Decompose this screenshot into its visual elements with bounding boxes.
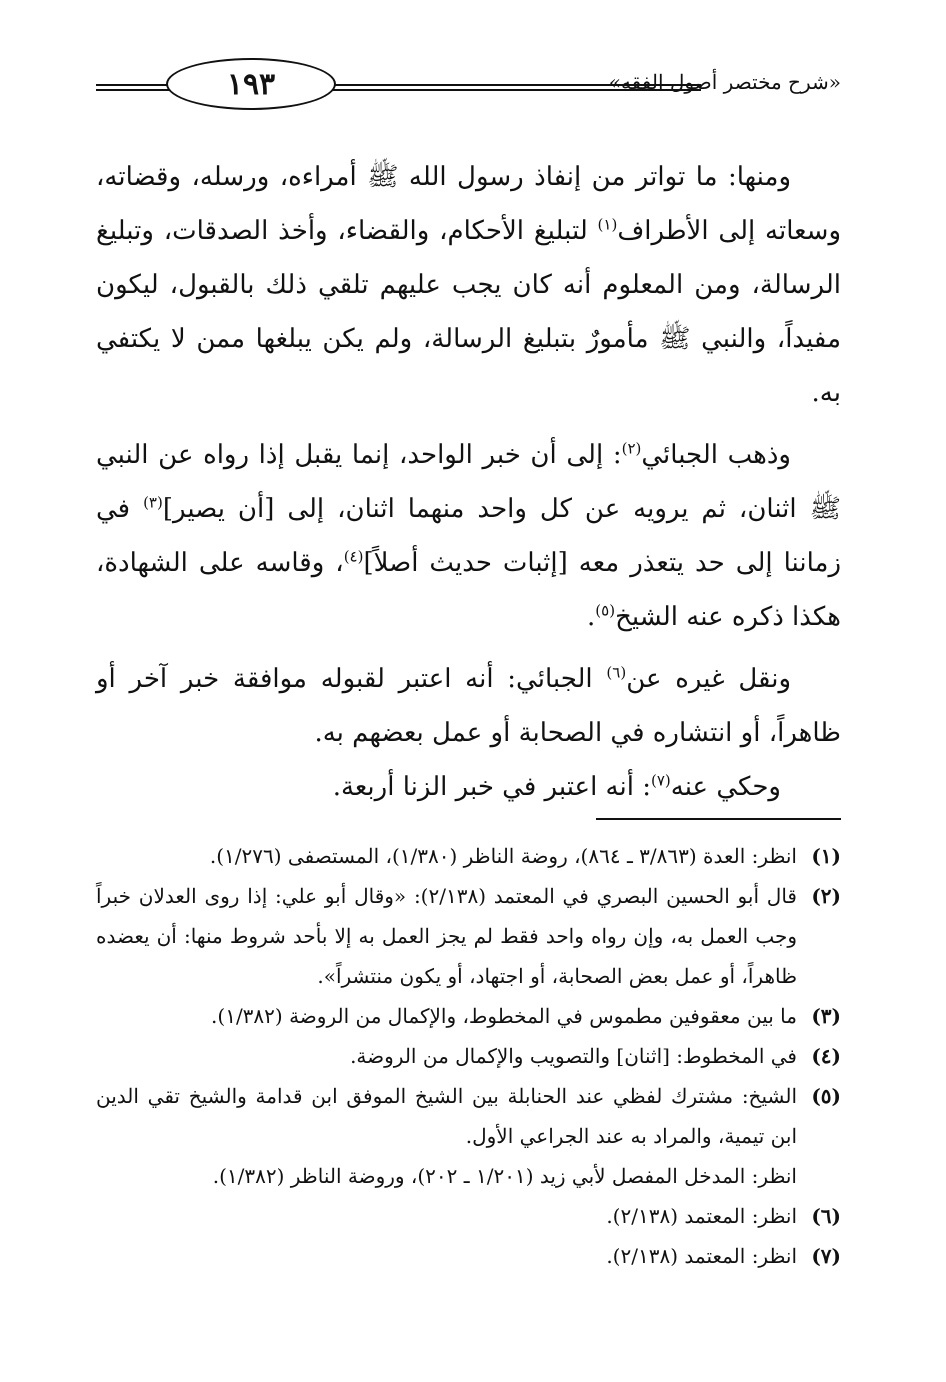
footnote-ref[interactable]: (٥) [595,601,616,620]
page-header [96,58,841,116]
footnote-5 [96,1076,841,1156]
paragraph-3 [96,652,841,760]
footnote-text: ما بين معقوفين مطموس في المخطوط، والإكمال من الروضة (١/٣٨٢). [211,1004,797,1028]
header-rule-left [96,84,176,94]
footnote-text: انظر: العدة (٣/٨٦٣ ـ ٨٦٤)، روضة الناظر (١/٣٨٠)، المستصفى (١/٢٧٦). [209,844,797,868]
main-text [96,150,841,822]
footnote-ref[interactable]: (٧) [650,771,671,790]
footnote-number: (٣) [811,1004,841,1028]
footnote-2 [96,876,841,996]
paragraph-text: ونقل غيره عن [626,664,792,694]
footnote-3 [96,996,841,1036]
paragraph-text: في زماننا إلى حد يتعذر معه [إثبات حديث أصلاً] [96,494,842,578]
paragraph-1 [96,150,841,420]
footnote-text: قال أبو الحسين البصري في المعتمد (٢/١٣٨): «وقال أبو علي: إذا روى العدلان خبراً وجب العمل به، وإن رواه واحد فقط لم يجز العمل به إلا بأحد شروط منها: أن يعضده ظاهراً، أو عمل بعض الصحابة، أو اجتهاد، أو يكون منتشراً». [96,884,797,988]
paragraph-text: وذهب الجبائي [641,440,791,470]
paragraph-4 [96,760,841,814]
paragraph-2 [96,428,841,644]
page-number: ١٩٣ [166,58,336,110]
footnote-4 [96,1036,841,1076]
footnote-number: (١) [811,844,841,868]
footnote-text: في المخطوط: [اثنان] والتصويب والإكمال من الروضة. [350,1044,797,1068]
footnote-number: (٥) [811,1084,841,1108]
paragraph-text: لتبليغ الأحكام، والقضاء، وأخذ الصدقات، وتبليغ الرسالة، ومن المعلوم أنه كان يجب عليهم تلقي ذلك بالقبول، ليكون مفيداً، والنبي ﷺ مأمورٌ بتبليغ الرسالة، ولم يكن يبلغها ممن لا يكتفي به. [96,216,841,408]
footnote-7 [96,1236,841,1276]
footnote-ref[interactable]: (٢) [621,439,642,458]
footnote-separator [596,818,841,820]
footnote-ref[interactable]: (١) [597,215,618,234]
footnote-text: انظر: المعتمد (٢/١٣٨). [606,1244,797,1268]
footnote-1 [96,836,841,876]
footnote-ref[interactable]: (٣) [143,493,163,512]
paragraph-text: . [587,602,596,632]
paragraph-text: ومنها: ما تواتر من إنفاذ رسول الله ﷺ أمراءه، ورسله، وقضاته، وسعاته إلى الأطراف [96,162,841,246]
footnote-ref[interactable]: (٤) [343,547,364,566]
paragraph-text: الجبائي: أنه اعتبر لقبوله موافقة خبر آخر أو ظاهراً، أو انتشاره في الصحابة أو عمل بعضهم به. [96,664,841,748]
paragraph-text: ، وقاسه على الشهادة، هكذا ذكره عنه الشيخ [96,548,841,632]
footnote-ref[interactable]: (٦) [606,663,627,682]
paragraph-text: وحكي عنه [670,772,781,802]
footnote-5-reference: انظر: المدخل المفصل لأبي زيد (١/٢٠١ ـ ٢٠٢)، وروضة الناظر (١/٣٨٢). [212,1164,797,1188]
paragraph-text: : أنه اعتبر في خبر الزنا أربعة. [332,772,651,802]
footnote-number: (٦) [811,1204,841,1228]
footnote-number: (٢) [811,884,841,908]
footnote-6 [96,1196,841,1236]
footnote-number: (٧) [811,1244,841,1268]
footnote-text: انظر: المعتمد (٢/١٣٨). [606,1204,797,1228]
footnote-text: الشيخ: مشترك لفظي عند الحنابلة بين الشيخ الموفق ابن قدامة والشيخ تقي الدين ابن تيمية، والمراد به عند الجراعي الأول. [96,1084,797,1148]
footnote-number: (٤) [811,1044,841,1068]
running-title: «شرح مختصر أصول الفقه» [608,70,841,94]
paragraph-text: : إلى أن خبر الواحد، إنما يقبل إذا رواه عن النبي ﷺ اثنان، ثم يرويه عن كل واحد منهما اثنان، إلى [أن يصير] [96,440,841,524]
footnotes [96,836,841,1276]
